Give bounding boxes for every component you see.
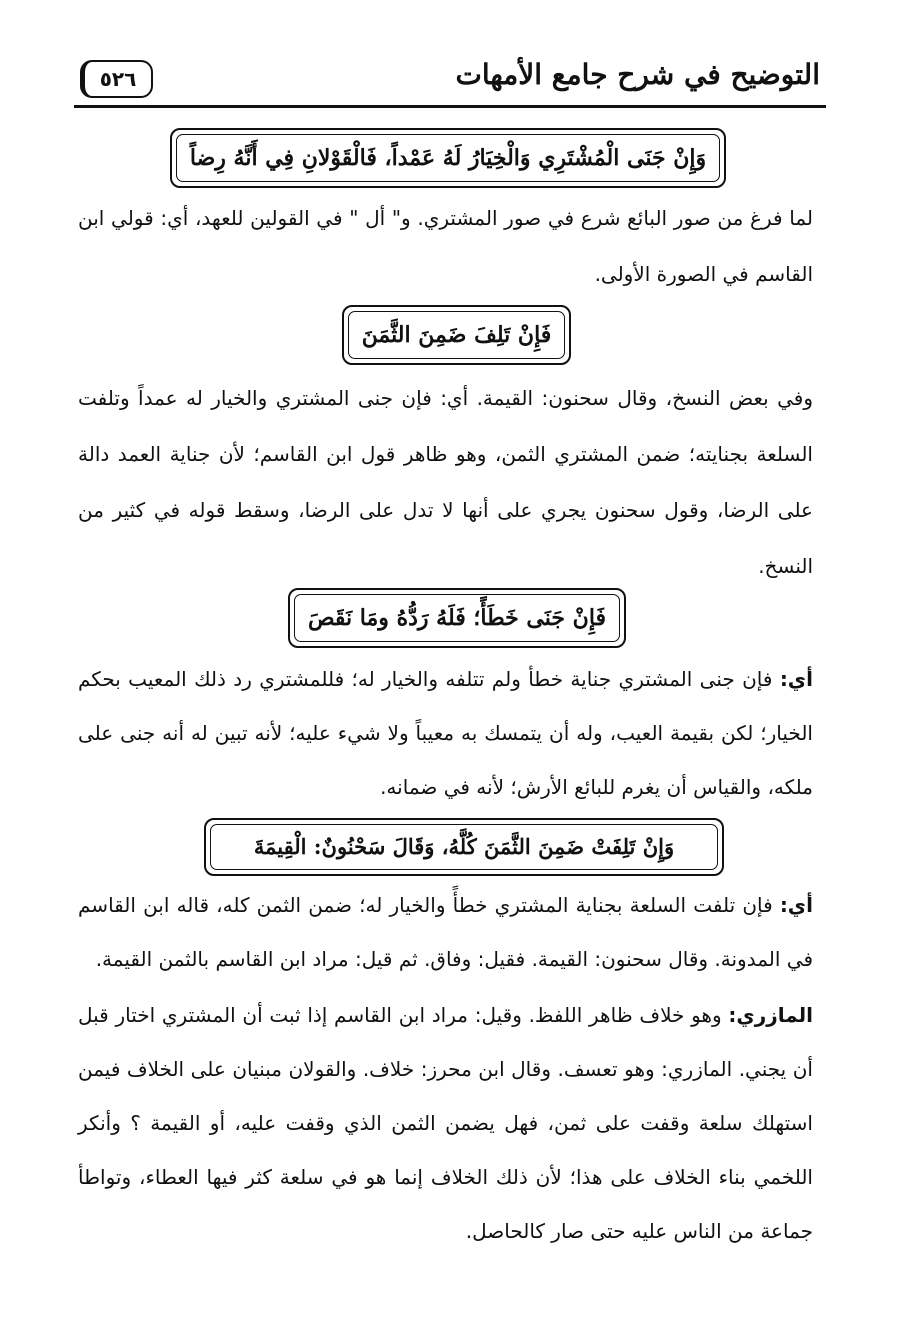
- paragraph-4: [78, 878, 813, 986]
- paragraph-3: [78, 652, 813, 814]
- paragraph-lead: أي:: [779, 893, 813, 917]
- heading-text: فَإِنْ جَنَى خَطَأً؛ فَلَهُ رَدُّهُ ومَا نَقَصَ: [307, 605, 607, 631]
- paragraph-2: وفي بعض النسخ، وقال سحنون: القيمة. أي: فإن جنى المشتري والخيار له عمداً وتلفت السلعة بجنايته؛ ضمن المشتري الثمن، وهو ظاهر قول ابن القاسم؛ لأن جناية العمد دالة على الرضا، وقول سحنون يجري على أنها لا تدل على الرضا، وسقط قوله في كثير من النسخ.: [78, 386, 813, 578]
- paragraph-1: لما فرغ من صور البائع شرع في صور المشتري. و" أل " في القولين للعهد، أي: قولي ابن القاسم في الصورة الأولى.: [78, 206, 813, 286]
- paragraph-body: فإن تلفت السلعة بجناية المشتري خطأً والخيار له؛ ضمن الثمن كله، قاله ابن القاسم في المدونة. وقال سحنون: القيمة. فقيل: وفاق. ثم قيل: مراد ابن القاسم بالثمن القيمة.: [78, 893, 813, 971]
- paragraph-lead: أي:: [779, 667, 813, 691]
- page-header: [74, 52, 826, 108]
- paragraph-body: وهو خلاف ظاهر اللفظ. وقيل: مراد ابن القاسم إذا ثبت أن المشتري اختار قبل أن يجني. المازري: وهو تعسف. وقال ابن محرز: خلاف. والقولان مبنيان على الخلاف فيمن استهلك سلعة وقفت على ثمن، فهل يضمن الثمن الذي وقفت عليه، أو القيمة ؟ وأنكر اللخمي بناء الخلاف على هذا؛ لأن ذلك الخلاف إنما هو في سلعة كثر فيها العطاء، وتواطأ جماعة من الناس عليه حتى صار كالحاصل.: [78, 1003, 813, 1243]
- heading-text: وَإِنْ جَنَى الْمُشْتَرِي وَالْخِيَارُ لَهُ عَمْداً، فَالْقَوْلانِ فِي أَنَّهُ رِضاً: [189, 145, 707, 171]
- paragraph-lead: المازري:: [728, 1003, 813, 1027]
- heading-text: وَإِنْ تَلِفَتْ ضَمِنَ الثَّمَنَ كُلَّهُ، وَقَالَ سَحْنُونٌ: الْقِيمَةَ: [253, 834, 675, 859]
- section-heading-4: [204, 818, 724, 876]
- heading-text: فَإِنْ تَلِفَ ضَمِنَ الثَّمَنَ: [361, 322, 552, 348]
- page-number: ٥٢٦: [80, 60, 153, 98]
- paragraph-body: فإن جنى المشتري جناية خطأ ولم تتلفه والخيار له؛ فللمشتري رد ذلك المعيب بحكم الخيار؛ لكن بقيمة العيب، وله أن يتمسك به معيباً ولا شيء عليه؛ لأنه تبين له أنه جنى على ملكه، والقياس أن يغرم للبائع الأرش؛ لأنه في ضمانه.: [78, 667, 813, 799]
- header-divider: [74, 105, 826, 108]
- section-heading-1: [170, 128, 726, 188]
- section-heading-3: [288, 588, 626, 648]
- section-heading-2: [342, 305, 571, 365]
- paragraph-5: [78, 988, 813, 1258]
- book-title: التوضيح في شرح جامع الأمهات: [455, 58, 820, 91]
